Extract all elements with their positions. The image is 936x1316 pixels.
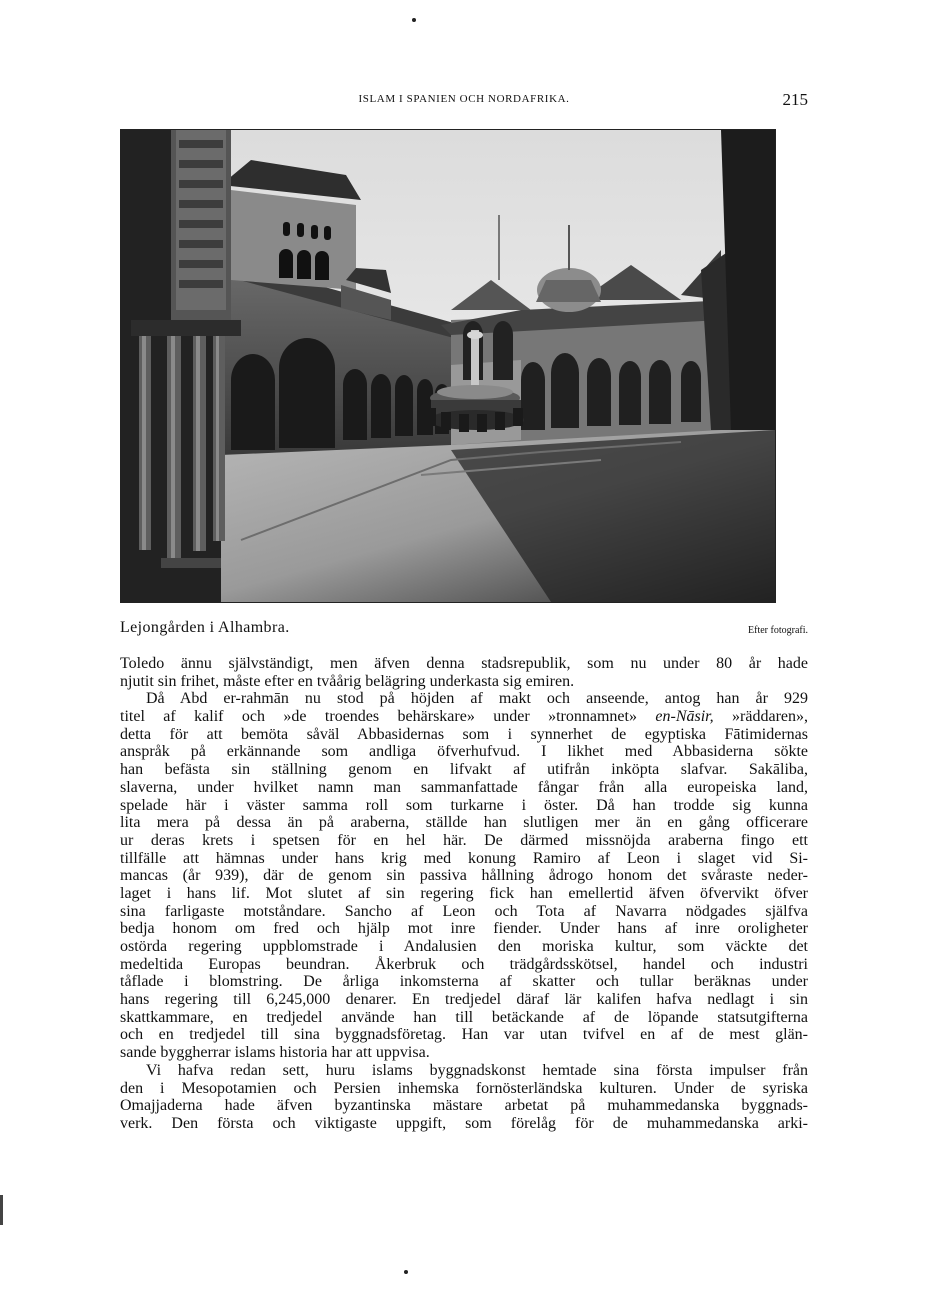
paragraph-start-line: Vi hafva redan sett, huru islams byggnadskonst hemtade sina första impulser från (146, 1061, 808, 1079)
caption-title: Lejongården i Alhambra. (120, 619, 290, 636)
text-line-with-italic (120, 708, 808, 726)
text-line: verk. Den första och viktigaste uppgift, som förelåg för de muhammedanska arki- (120, 1114, 808, 1132)
print-speck (412, 18, 416, 22)
text-line: den i Mesopotamien och Persien inhemska fornösterländska kulturen. Under de syriska (120, 1079, 808, 1097)
text-line: Omajjaderna hade äfven byzantinska mästare arbetat på muhammedanska byggnads- (120, 1097, 808, 1115)
photo-illustration (121, 130, 775, 602)
text-line: laget i hans lif. Mot slutet af sin regering fick han emellertid äfven öfvervikt öfver (120, 884, 808, 902)
page-number: 215 (782, 90, 808, 109)
running-title: ISLAM I SPANIEN OCH NORDAFRIKA. (358, 93, 570, 105)
text-line: han befästa sin ställning genom en lifvakt af utifrån inköpta slafvar. Sakāliba, (120, 761, 808, 779)
text-line: njutit sin frihet, måste efter en tvåårig belägring underkasta sig emiren. (120, 672, 575, 690)
running-head (120, 90, 808, 114)
text-line: slaverna, under hvilket namn man sammanfattade fångar från alla europeiska land, (120, 778, 808, 796)
text-line: ostörda regering uppblomstrade i Andalusien den moriska kultur, som väckte det (120, 938, 808, 955)
text-line: hans regering till 6,245,000 denarer. En tredjedel däraf lär kalifen hafva nedlagt i sin (120, 991, 808, 1009)
text-line: spelade här i väster samma roll som turkarne i öster. Då han trodde sig kunna (120, 796, 808, 814)
text-line: mancas (år 939), där de genom sin passiva hållning ådrogo honom det svåraste neder- (120, 867, 808, 885)
text-line: skattkammare, en tredjedel använde han till betäckande af de löpande statsutgifterna (120, 1008, 808, 1026)
alhambra-court-photo (120, 129, 776, 603)
text-line: bedja honom om fred och hjälp mot inre fiender. Under hans af inre oroligheter (120, 920, 808, 938)
scan-edge-mark (0, 1195, 3, 1225)
text-line: och en tredjedel till sina byggnadsföretag. Han var utan tvifvel en af de mest glän- (120, 1026, 808, 1044)
figure-caption (120, 619, 808, 641)
text-line: anspråk på erkännande som andliga öfverhufvud. I likhet med Abbasiderna sökte (120, 743, 808, 761)
photo-credit: Efter fotografi. (748, 625, 808, 636)
text-line: Toledo ännu självständigt, men äfven denna stadsrepublik, som nu under 80 år hade (120, 655, 808, 672)
body-text (120, 655, 808, 1133)
text-line: sina farligaste motståndare. Sancho af Leon och Tota af Navarra nödgades själfva (120, 902, 808, 920)
text-line: detta för att bemöta såväl Abbasidernas som i synnerhet de egyptiska Fātimidernas (120, 725, 808, 743)
text-run: »räddaren», (713, 708, 809, 726)
print-speck (404, 1270, 408, 1274)
paragraph-start-line: Då Abd er-rahmān nu stod på höjden af makt och anseende, antog han år 929 (146, 690, 808, 708)
text-line: tillfälle att hämnas under hans krig med konung Ramiro af Leon i slaget vid Si- (120, 849, 808, 867)
text-line: medeltida Europas beundran. Åkerbruk och trädgårdsskötsel, handel och industri (120, 955, 808, 973)
text-line: tåflade i blomstring. De årliga inkomsterna af skatter och tullar beräknas under (120, 973, 808, 991)
text-line: ur deras krets i spetsen för en hel här. De därmed missnöjda araberna fingo ett (120, 831, 808, 849)
italic-name: en-Nāsir, (655, 708, 714, 726)
text-line: lita mera på dessa än på araberna, ställde han slutligen mer än en gång officerare (120, 814, 808, 832)
text-line: sande byggherrar islams historia har att uppvisa. (120, 1044, 430, 1062)
text-run: titel af kalif och »de troendes behärskare» under »tronnamnet» (120, 708, 656, 726)
